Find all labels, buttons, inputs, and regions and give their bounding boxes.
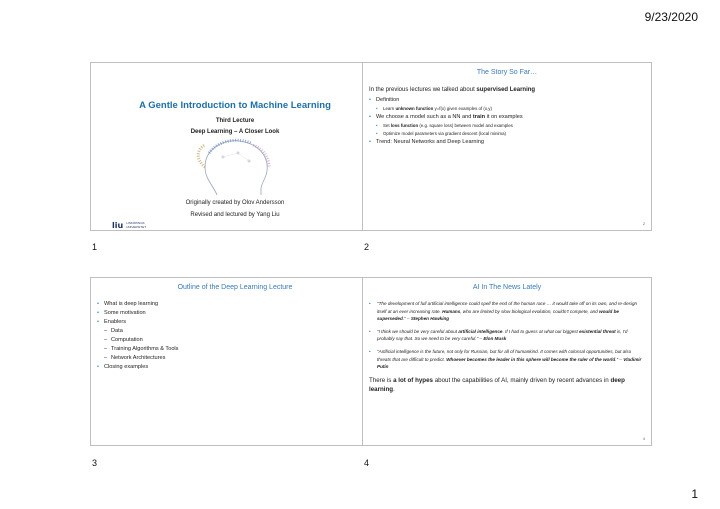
slide-title: A Gentle Introduction to Machine Learning xyxy=(139,100,331,111)
lecture-subtitle: Deep Learning – A Closer Look xyxy=(190,129,280,135)
bullet-definition: • Definition xyxy=(369,96,645,105)
slide-title: AI In The News Lately xyxy=(472,284,542,291)
slide-body xyxy=(369,300,645,394)
slide-title: Outline of the Deep Learning Lecture xyxy=(177,284,293,291)
brain-head-illustration xyxy=(183,135,287,197)
lecture-number: Third Lecture xyxy=(215,118,255,124)
outline-item: • Enablers xyxy=(97,318,373,327)
outline-subitem: – Network Architectures xyxy=(97,354,373,363)
slide-title: The Story So Far… xyxy=(476,69,538,76)
logo-text: LINKÖPINGS UNIVERSITET xyxy=(126,221,147,229)
bullet-trend: • Trend: Neural Networks and Deep Learning xyxy=(369,138,645,147)
slide-number-3: 3 xyxy=(92,458,98,468)
credit-lecturer: Revised and lectured by Yang Liu xyxy=(190,212,280,218)
outline-subitem: – Training Algorithms & Tools xyxy=(97,345,373,354)
sub-bullet-loss: • Set loss function (e.g. square loss) between model and examples xyxy=(369,122,645,130)
slide-page-number: 4 xyxy=(642,436,645,441)
page-date: 9/23/2020 xyxy=(644,10,698,24)
slide-1 xyxy=(90,62,380,231)
slide-3 xyxy=(90,277,380,446)
sub-bullet-optimize: • Optimize model parameters via gradient descent (local minima) xyxy=(369,130,645,138)
outline-item: • Some motivation xyxy=(97,309,373,318)
logo-mark: liu xyxy=(112,221,124,230)
closing-statement: There is a lot of hypes about the capabilities of AI, mainly driven by recent advances in deep learning. xyxy=(369,376,625,393)
slide-number-1: 1 xyxy=(92,242,98,252)
credit-original-author: Originally created by Olov Andersson xyxy=(185,200,285,206)
outline-item: • Closing examples xyxy=(97,363,373,372)
intro-text: In the previous lectures we talked about supervised Learning xyxy=(369,87,536,93)
slide-4 xyxy=(362,277,652,446)
bullet-model: • We choose a model such as a NN and train it on examples xyxy=(369,113,645,122)
quote-hawking: • "The development of full artificial intelligence could spell the end of the human race … it would take off on its own, and re-design itself at an ever increasing rate. Humans, who are limited by slow biological evolution, couldn't compete, and would be superseded." – Stephen Hawking xyxy=(369,300,645,323)
outline-list xyxy=(97,300,373,372)
outline-item: • What is deep learning xyxy=(97,300,373,309)
slide-number-2: 2 xyxy=(364,242,370,252)
slide-number-4: 4 xyxy=(364,458,370,468)
sub-bullet-learn: • Learn unknown function y=f(x) given examples of (x,y) xyxy=(369,105,645,113)
quote-musk: • "I think we should be very careful about artificial intelligence. If I had to guess at what our biggest existential threat is, I'd probably say that. So we need to be very careful." – Elon Musk xyxy=(369,328,645,343)
slide-body xyxy=(369,85,645,147)
slide-page-number: 2 xyxy=(642,221,645,226)
outline-subitem: – Computation xyxy=(97,336,373,345)
slide-2 xyxy=(362,62,652,231)
page-number: 1 xyxy=(691,487,698,501)
university-logo xyxy=(112,221,146,230)
quote-putin: • "Artificial intelligence is the future, not only for Russian, but for all of humankind. It comes with colossal opportunities, but also threats that are difficult to predict. Whoever becomes the leader in this sphere will become the ruler of the world." – Vladimir Putin xyxy=(369,348,645,371)
outline-subitem: – Data xyxy=(97,327,373,336)
